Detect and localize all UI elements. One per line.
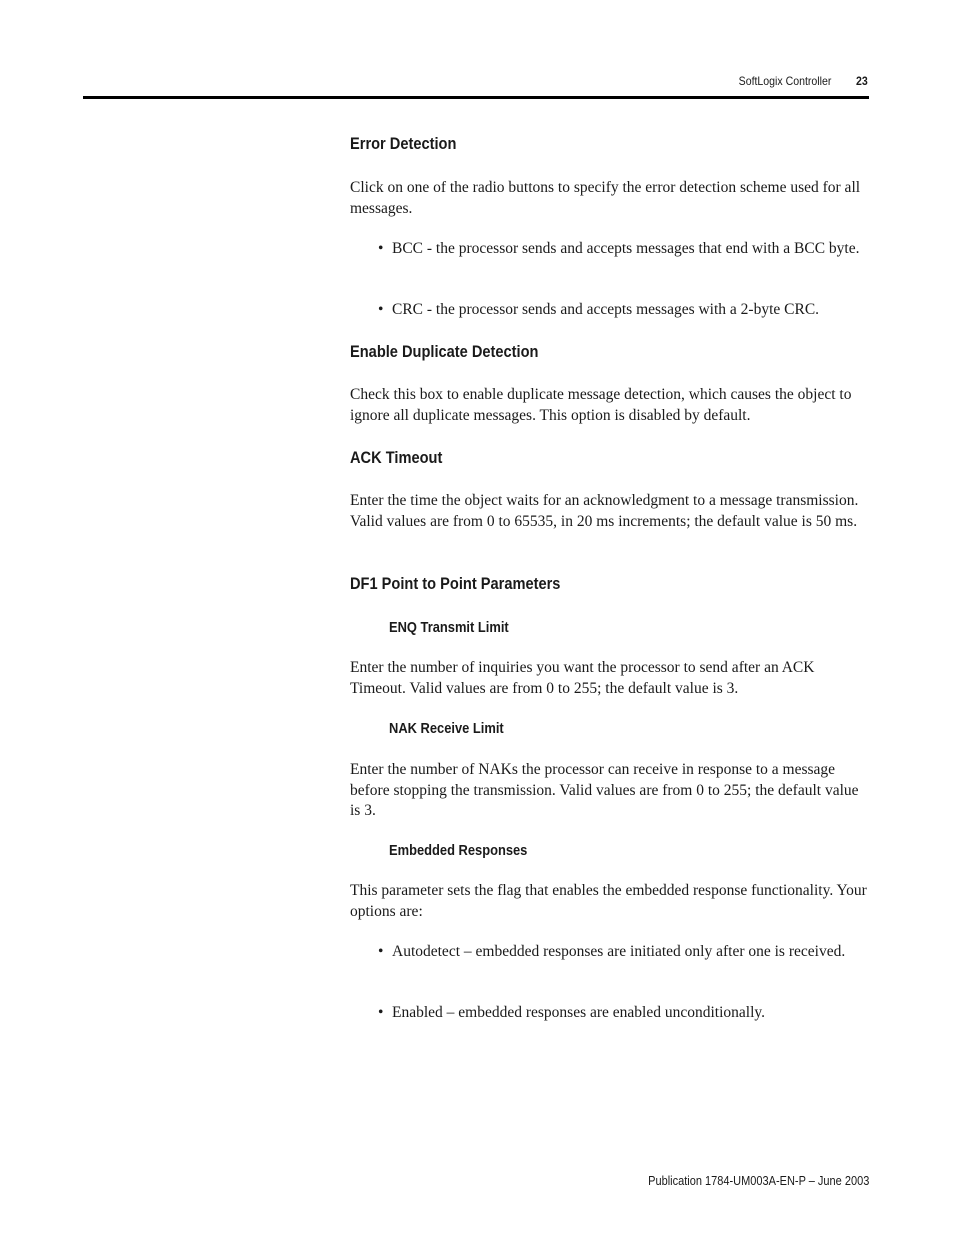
heading-embedded-responses: Embedded Responses bbox=[389, 842, 528, 859]
bullet-text: Enabled – embedded responses are enabled unconditionally. bbox=[392, 1004, 766, 1021]
bullet-text: BCC - the processor sends and accepts messages that end with a BCC byte. bbox=[392, 240, 860, 257]
bullet-item-bcc bbox=[378, 239, 870, 260]
running-header-title: SoftLogix Controller bbox=[738, 74, 831, 88]
paragraph-enq-transmit-limit: Enter the number of inquiries you want the processor to send after an ACK Timeout. Valid values are from 0 to 255; the default value is 3. bbox=[350, 659, 815, 697]
page-number: 23 bbox=[856, 74, 868, 88]
paragraph-embedded-responses: This parameter sets the flag that enables the embedded response functionality. Your options are: bbox=[350, 882, 867, 920]
heading-error-detection: Error Detection bbox=[350, 134, 457, 153]
bullet-icon: • bbox=[378, 240, 384, 257]
heading-duplicate-detection: Enable Duplicate Detection bbox=[350, 342, 539, 361]
heading-nak-receive-limit: NAK Receive Limit bbox=[389, 720, 504, 737]
footer-publication: Publication 1784-UM003A-EN-P – June 2003 bbox=[647, 1174, 869, 1188]
paragraph-nak-receive-limit: Enter the number of NAKs the processor can receive in response to a message before stopping the transmission. Valid values are from 0 to 255; the default value is 3. bbox=[350, 761, 859, 819]
bullet-text: Autodetect – embedded responses are initiated only after one is received. bbox=[392, 943, 846, 960]
bullet-text: CRC - the processor sends and accepts messages with a 2-byte CRC. bbox=[392, 301, 820, 318]
heading-ack-timeout: ACK Timeout bbox=[350, 448, 443, 467]
bullet-icon: • bbox=[378, 301, 384, 318]
bullet-icon: • bbox=[378, 1004, 384, 1021]
heading-df1-parameters: DF1 Point to Point Parameters bbox=[350, 574, 561, 593]
bullet-item-autodetect bbox=[378, 942, 870, 963]
heading-enq-transmit-limit: ENQ Transmit Limit bbox=[389, 619, 509, 636]
bullet-item-crc bbox=[378, 300, 870, 321]
bullet-item-enabled bbox=[378, 1003, 870, 1024]
header-rule bbox=[83, 96, 869, 99]
bullet-icon: • bbox=[378, 943, 384, 960]
paragraph-ack-timeout: Enter the time the object waits for an acknowledgment to a message transmission. Valid values are from 0 to 65535, in 20 ms increments; the default value is 50 ms. bbox=[350, 492, 859, 530]
paragraph-duplicate-detection: Check this box to enable duplicate message detection, which causes the object to ignore all duplicate messages. This option is disabled by default. bbox=[350, 386, 852, 424]
paragraph-error-detection: Click on one of the radio buttons to specify the error detection scheme used for all messages. bbox=[350, 179, 861, 217]
